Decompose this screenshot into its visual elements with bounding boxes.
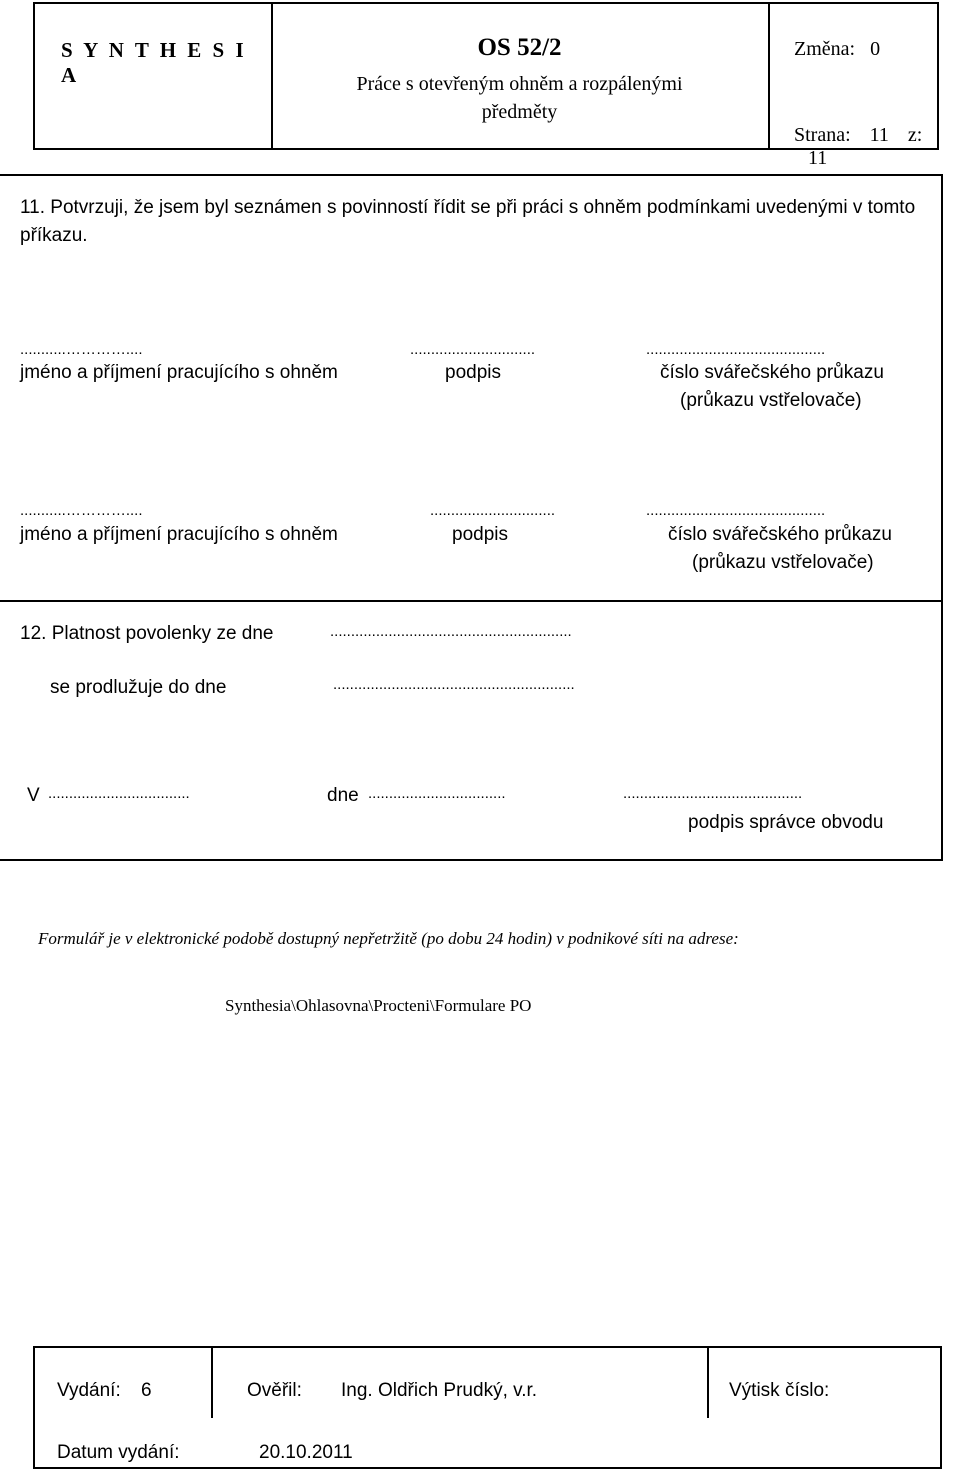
admin-signature-field[interactable]: ........................................... (623, 785, 803, 802)
validity-label: 12. Platnost povolenky ze dne (20, 623, 274, 644)
verified-value: Ing. Oldřich Prudký, v.r. (341, 1380, 538, 1401)
availability-note: Formulář je v elektronické podobě dostupný nepřetržitě (po dobu 24 hodin) v podnikové síti na adrese: (38, 929, 739, 948)
change-info (794, 38, 880, 61)
header-title-cell (271, 4, 770, 148)
document-title (271, 70, 768, 126)
confirmation-text: 11. Potvrzuji, že jsem byl seznámen s povinností řídit se při práci s ohněm podmínkami uvedenými v tomto příkazu. (20, 197, 916, 246)
form-body (0, 174, 943, 861)
gun-card-label: (průkazu vstřelovače) (680, 390, 862, 411)
network-path: Synthesia\Ohlasovna\Procteni\Formulare PO (225, 996, 532, 1015)
document-footer (33, 1346, 942, 1469)
worker-name-label: jméno a příjmení pracujícího s ohněm (20, 524, 338, 545)
worker-name-field[interactable]: ...........………….... (20, 341, 143, 358)
worker-signature-field[interactable]: .............................. (430, 502, 556, 519)
validity-date-field[interactable]: .......................................................... (330, 623, 572, 640)
issue-date-label: Datum vydání: (57, 1442, 180, 1463)
issue-value: 6 (141, 1380, 152, 1401)
change-value: 0 (870, 38, 881, 60)
page-info (794, 124, 937, 170)
copy-number-label: Výtisk číslo: (729, 1380, 830, 1401)
document-number: OS 52/2 (477, 34, 562, 61)
worker-name-label: jméno a příjmení pracujícího s ohněm (20, 362, 338, 383)
footer-divider (211, 1348, 213, 1418)
issue-label: Vydání: (57, 1380, 121, 1401)
header-meta-cell (768, 4, 937, 169)
welder-card-field[interactable]: ........................................... (646, 341, 826, 358)
welder-card-label: číslo svářečského průkazu (660, 362, 884, 383)
page-total: 11 (808, 147, 828, 169)
welder-card-field[interactable]: ........................................... (646, 502, 826, 519)
place-field[interactable]: .................................. (48, 785, 190, 802)
date-field[interactable]: ................................. (368, 785, 506, 802)
worker-signature-field[interactable]: .............................. (410, 341, 536, 358)
gun-card-label: (průkazu vstřelovače) (692, 552, 874, 573)
change-label: Změna: (794, 38, 856, 60)
extension-label: se prodlužuje do dne (50, 677, 227, 698)
header-company-cell (35, 4, 273, 148)
worker-name-field[interactable]: ...........………….... (20, 502, 143, 519)
page-value: 11 (869, 124, 889, 146)
signature-label: podpis (445, 362, 501, 383)
welder-card-label: číslo svářečského průkazu (668, 524, 892, 545)
issue-date-value: 20.10.2011 (259, 1442, 353, 1463)
section-divider (0, 600, 941, 602)
date-label: dne (327, 785, 359, 806)
extension-date-field[interactable]: .......................................................... (333, 676, 575, 693)
page-label: Strana: (794, 124, 851, 146)
document-title-text: Práce s otevřeným ohněm a rozpálenými předměty (356, 73, 683, 123)
document-header (33, 2, 939, 169)
verified-label: Ověřil: (247, 1380, 302, 1401)
admin-signature-label: podpis správce obvodu (688, 812, 884, 833)
company-name: S Y N T H E S I A (61, 38, 247, 87)
place-label: V (27, 785, 40, 806)
page-of-label: z: (907, 124, 923, 146)
signature-label: podpis (452, 524, 508, 545)
footer-divider (707, 1348, 709, 1418)
